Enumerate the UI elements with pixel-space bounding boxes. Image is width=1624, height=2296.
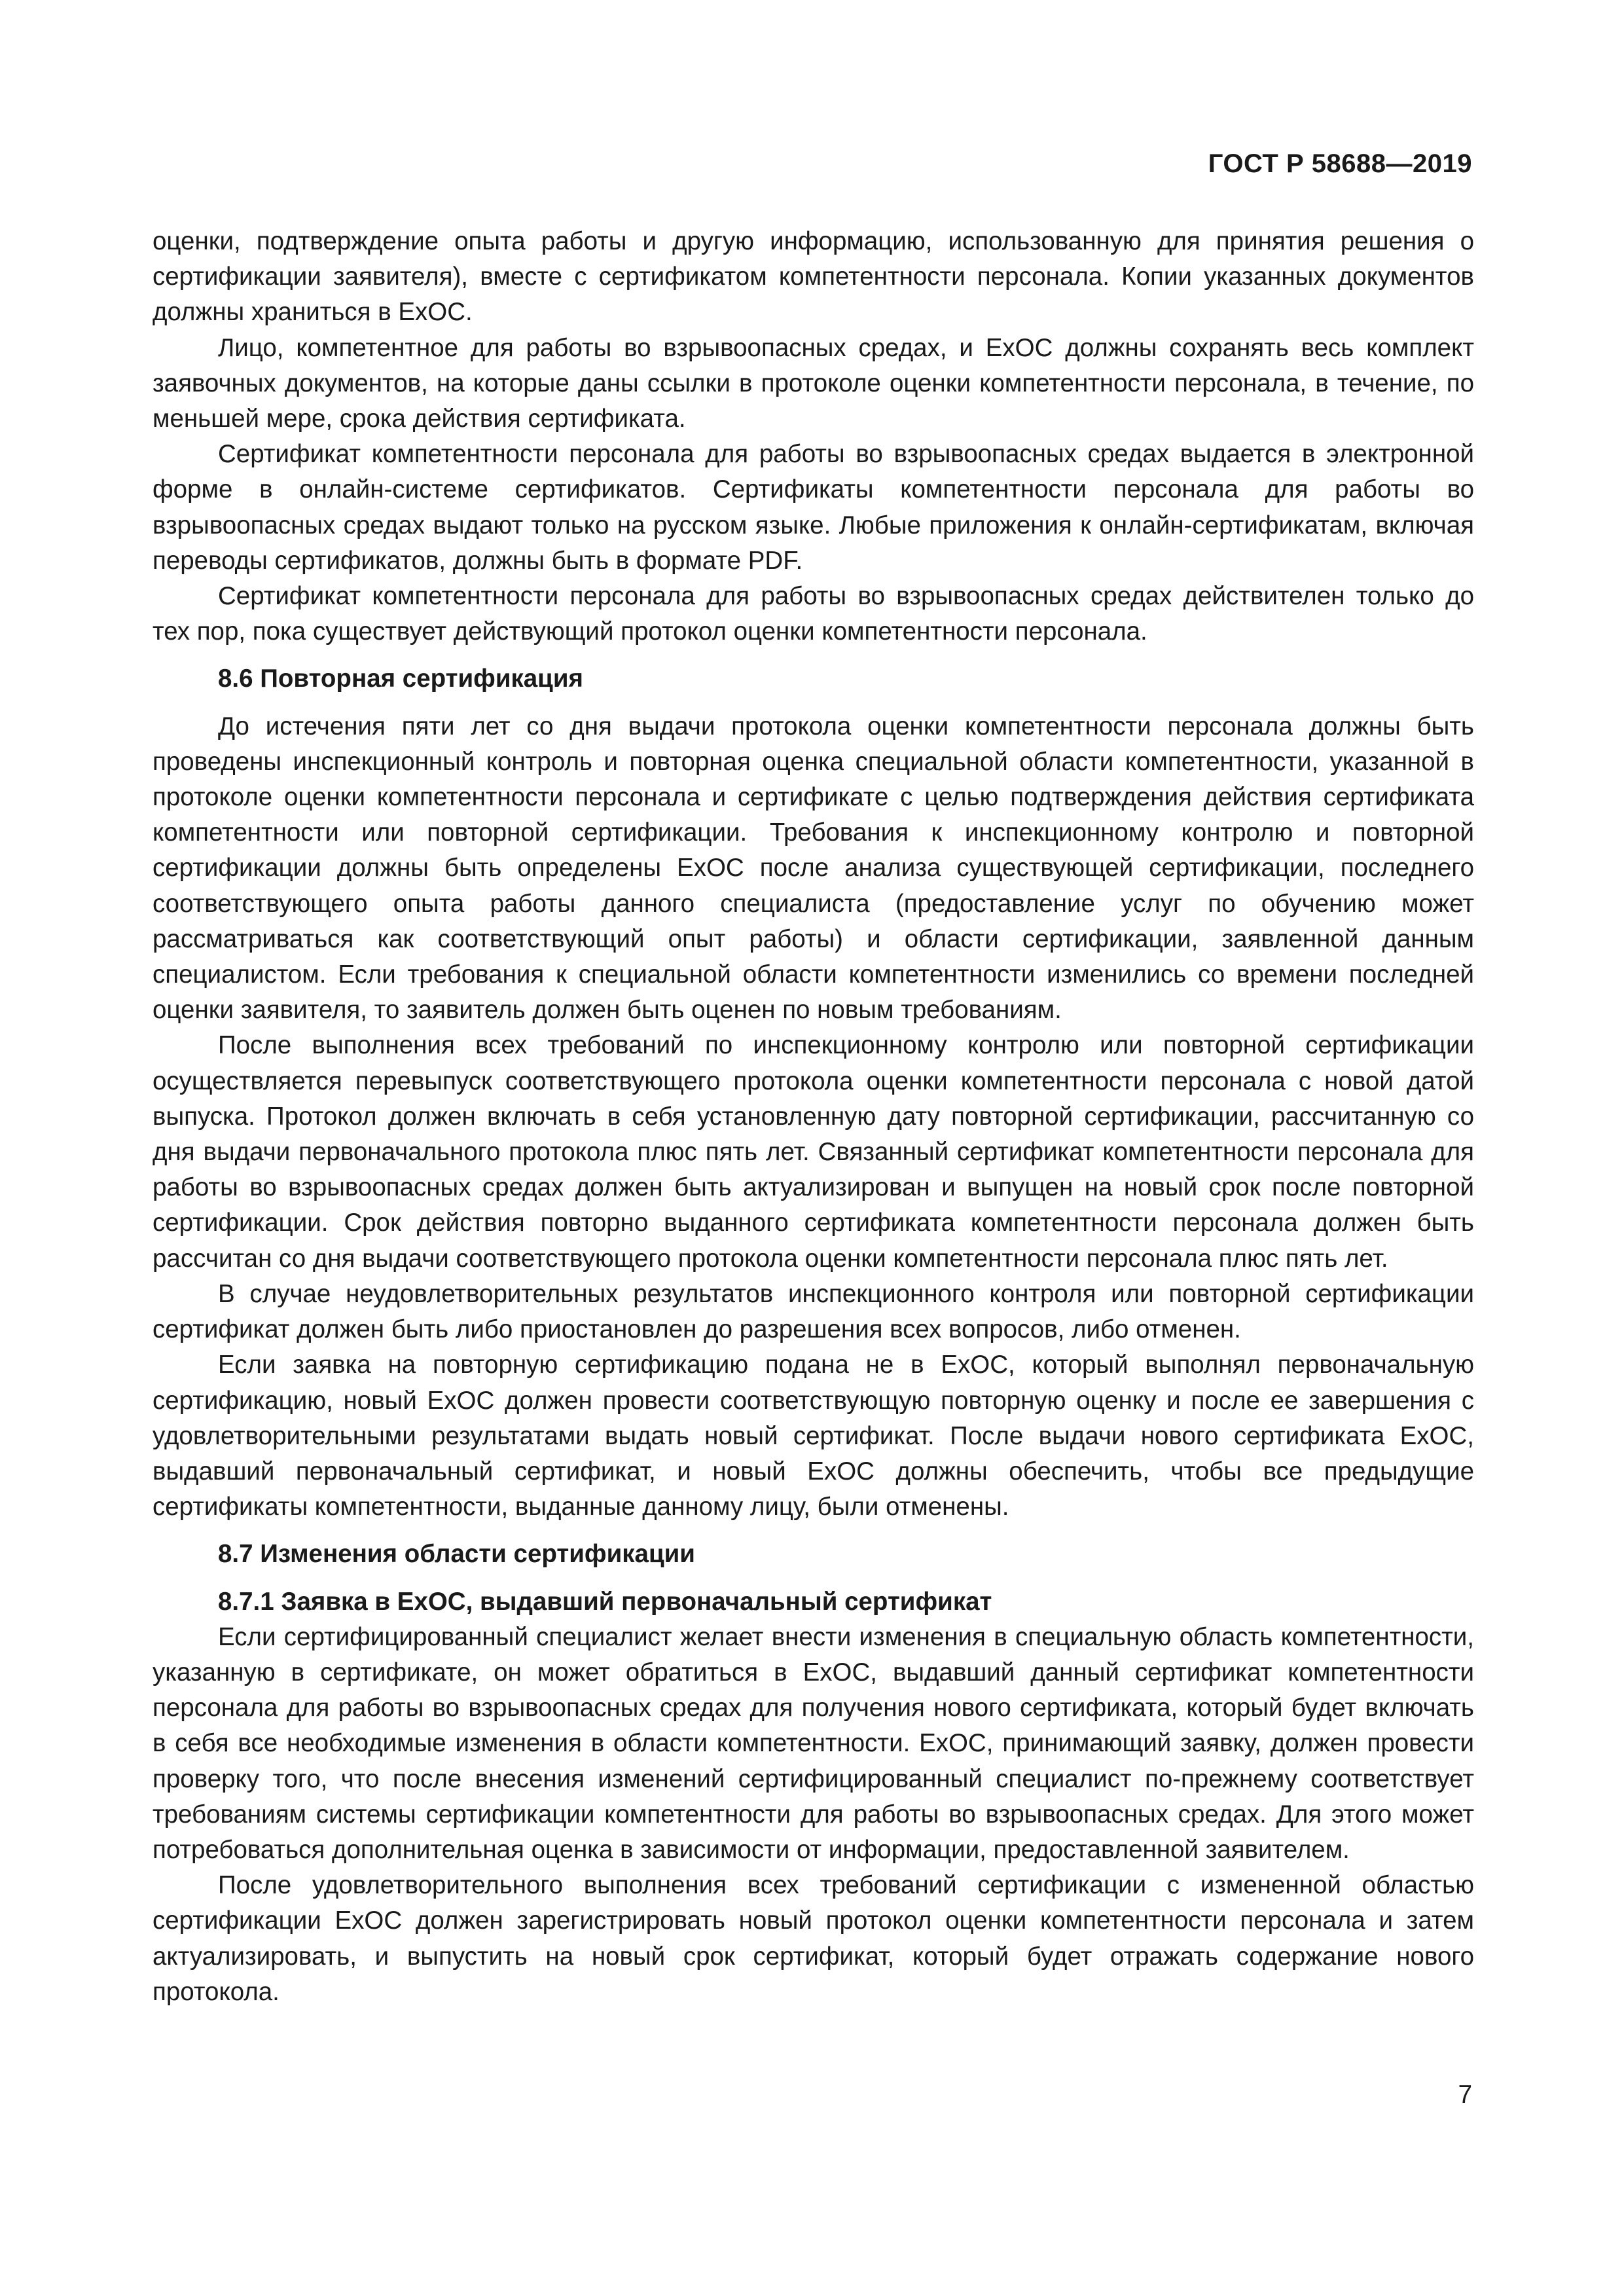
- paragraph: Если сертифицированный специалист желает внести изменения в специальную область компетентности, указанную в сертификате, он может обратиться в ExOC, выдавший данный сертификат компетентности персонала для работы во взрывоопасных средах для получения нового сертификата, который будет включать в себя все необходимые изменения в области компетентности. ExOC, принимающий заявку, должен провести проверку того, что после внесения изменений сертифицированный специалист по-прежнему соответствует требованиям системы сертификации компетентности для работы во взрывоопасных средах. Для этого может потребоваться дополнительная оценка в зависимости от информации, предоставленной заявителем.: [153, 1622, 1474, 1864]
- paragraph: Лицо, компетентное для работы во взрывоопасных средах, и ExOC должны сохранять весь комплект заявочных документов, на которые даны ссылки в протоколе оценки компетентности персонала, в течение, по меньшей мере, срока действия сертификата.: [153, 333, 1474, 433]
- page-number: 7: [1458, 2081, 1472, 2109]
- paragraph: Сертификат компетентности персонала для работы во взрывоопасных средах выдается в электронной форме в онлайн-системе сертификатов. Сертификаты компетентности персонала для работы во взрывоопасных средах выдают только на русском языке. Любые приложения к онлайн-сертификатам, включая переводы сертификатов, должны быть в формате PDF.: [153, 440, 1474, 575]
- paragraph: После удовлетворительного выполнения всех требований сертификации с измененной областью сертификации ExOC должен зарегистрировать новый протокол оценки компетентности персонала и затем актуализировать, и выпустить на новый срок сертификат, который будет отражать содержание нового протокола.: [153, 1871, 1474, 2006]
- document-header: ГОСТ Р 58688—2019: [1208, 149, 1472, 178]
- section-heading-8-6: 8.6 Повторная сертификация: [218, 665, 583, 693]
- paragraph: До истечения пяти лет со дня выдачи протокола оценки компетентности персонала должны быть проведены инспекционный контроль и повторная оценка специальной области компетентности, указанной в протоколе оценки компетентности персонала и сертификате с целью подтверждения действия сертификата компетентности или повторной сертификации. Требования к инспекционному контролю и повторной сертификации должны быть определены ExOC после анализа существующей сертификации, последнего соответствующего опыта работы данного специалиста (предоставление услуг по обучению может рассматриваться как соответствующий опыт работы) и области сертификации, заявленной данным специалистом. Если требования к специальной области компетентности изменились со времени последней оценки заявителя, то заявитель должен быть оценен по новым требованиям.: [153, 712, 1474, 1025]
- paragraph: Если заявка на повторную сертификацию подана не в ExOC, который выполнял первоначальную сертификацию, новый ExOC должен провести соответствующую повторную оценку и после ее завершения с удовлетворительными результатами выдать новый сертификат. После выдачи нового сертификата ExOC, выдавший первоначальный сертификат, и новый ExOC должны обеспечить, чтобы все предыдущие сертификаты компетентности, выданные данному лицу, были отменены.: [153, 1351, 1474, 1522]
- subsection-heading-8-7-1: 8.7.1 Заявка в ExOC, выдавший первоначальный сертификат: [218, 1587, 992, 1616]
- paragraph: В случае неудовлетворительных результатов инспекционного контроля или повторной сертификации сертификат должен быть либо приостановлен до разрешения всех вопросов, либо отменен.: [153, 1279, 1474, 1344]
- section-heading-8-7: 8.7 Изменения области сертификации: [218, 1540, 695, 1569]
- paragraph: После выполнения всех требований по инспекционному контролю или повторной сертификации осуществляется перевыпуск соответствующего протокола оценки компетентности персонала с новой датой выпуска. Протокол должен включать в себя установленную дату повторной сертификации, рассчитанную со дня выдачи первоначального протокола плюс пять лет. Связанный сертификат компетентности персонала для работы во взрывоопасных средах должен быть актуализирован и выпущен на новый срок после повторной сертификации. Срок действия повторно выданного сертификата компетентности персонала должен быть рассчитан со дня выдачи соответствующего протокола оценки компетентности персонала плюс пять лет.: [153, 1031, 1474, 1273]
- paragraph: Сертификат компетентности персонала для работы во взрывоопасных средах действителен только до тех пор, пока существует действующий протокол оценки компетентности персонала.: [153, 582, 1474, 646]
- paragraph-continued: оценки, подтверждение опыта работы и другую информацию, использованную для принятия решения о сертификации заявителя), вместе с сертификатом компетентности персонала. Копии указанных документов должны храниться в ExOC.: [153, 227, 1474, 327]
- body-text: [153, 224, 1474, 2010]
